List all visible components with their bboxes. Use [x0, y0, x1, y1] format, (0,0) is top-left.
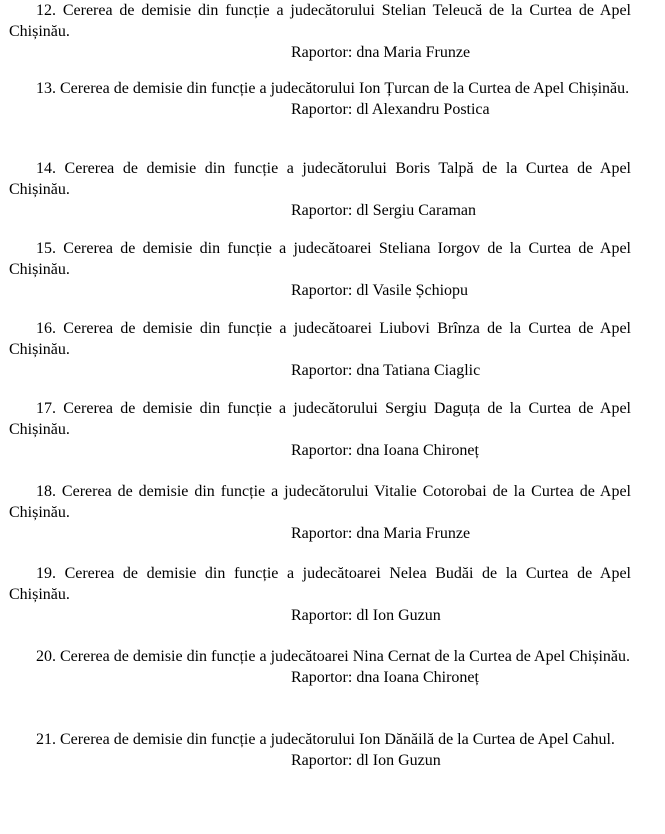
agenda-item-text: 13. Cererea de demisie din funcție a judecătorului Ion Țurcan de la Curtea de Apel Chișinău.	[36, 80, 630, 97]
agenda-item	[9, 481, 631, 544]
agenda-item-text: 18. Cererea de demisie din funcție a judecătorului Vitalie Cotorobai de la Curtea de Apel Chișinău.	[9, 483, 631, 521]
agenda-item-reporter: Raportor: dna Maria Frunze	[291, 44, 471, 61]
agenda-item-text: 20. Cererea de demisie din funcție a judecătoarei Nina Cernat de la Curtea de Apel Chișinău.	[36, 648, 630, 665]
agenda-item	[9, 158, 631, 221]
agenda-item-reporter: Raportor: dl Sergiu Caraman	[291, 202, 476, 219]
agenda-item-text: 17. Cererea de demisie din funcție a judecătorului Sergiu Daguța de la Curtea de Apel Chișinău.	[9, 400, 631, 438]
agenda-item-reporter: Raportor: dna Ioana Chironeț	[291, 442, 479, 459]
agenda-item	[9, 563, 631, 626]
agenda-item-reporter: Raportor: dna Ioana Chironeț	[291, 669, 479, 686]
agenda-item-text: 21. Cererea de demisie din funcție a judecătorului Ion Dănăilă de la Curtea de Apel Cahul.	[36, 731, 615, 748]
agenda-item-text: 19. Cererea de demisie din funcție a judecătoarei Nelea Budăi de la Curtea de Apel Chișinău.	[9, 565, 631, 603]
agenda-item-reporter: Raportor: dl Vasile Șchiopu	[291, 282, 469, 299]
agenda-item	[9, 398, 631, 461]
agenda-item	[9, 0, 631, 63]
agenda-item-reporter: Raportor: dna Tatiana Ciaglic	[291, 362, 481, 379]
agenda-item	[9, 729, 631, 771]
agenda-item	[9, 78, 631, 120]
agenda-item-text: 12. Cererea de demisie din funcție a judecătorului Stelian Teleucă de la Curtea de Apel Chișinău.	[9, 2, 631, 40]
agenda-item-reporter: Raportor: dl Ion Guzun	[291, 752, 441, 769]
agenda-item	[9, 238, 631, 301]
agenda-item-reporter: Raportor: dl Alexandru Postica	[291, 101, 490, 118]
agenda-item	[9, 646, 631, 688]
agenda-item-text: 16. Cererea de demisie din funcție a judecătoarei Liubovi Brînza de la Curtea de Apel Chișinău.	[9, 320, 631, 358]
agenda-item-reporter: Raportor: dl Ion Guzun	[291, 607, 441, 624]
agenda-item-reporter: Raportor: dna Maria Frunze	[291, 525, 471, 542]
agenda-item-text: 14. Cererea de demisie din funcție a judecătorului Boris Talpă de la Curtea de Apel Chișinău.	[9, 160, 631, 198]
agenda-item-text: 15. Cererea de demisie din funcție a judecătoarei Steliana Iorgov de la Curtea de Apel Chișinău.	[9, 240, 631, 278]
agenda-item	[9, 318, 631, 381]
